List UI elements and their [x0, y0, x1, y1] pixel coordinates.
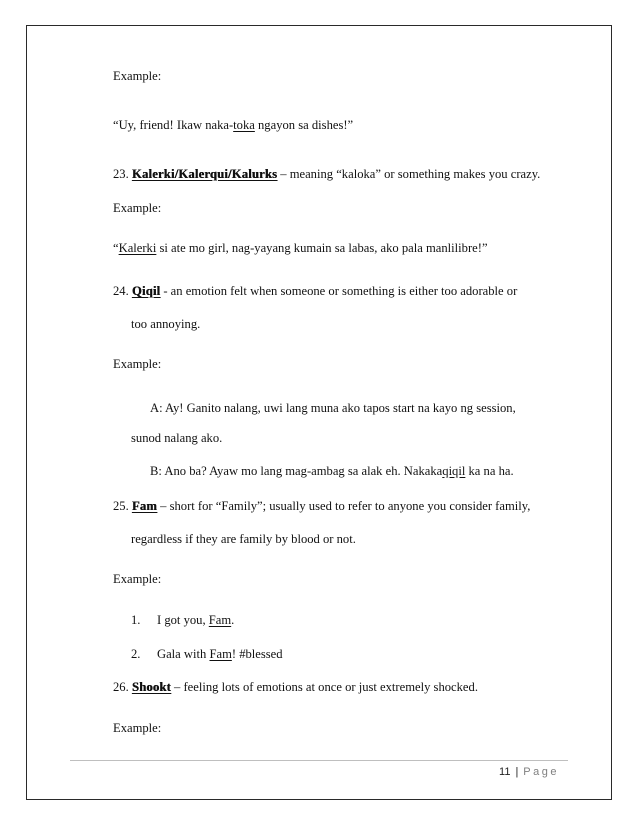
entry-definition: – meaning “kaloka” or something makes you crazy.	[277, 167, 541, 181]
slang-term: Fam	[208, 613, 232, 627]
list-text: I got you,	[157, 613, 209, 627]
dialog-text: ka na ha.	[465, 464, 514, 478]
entry-number: 24.	[113, 284, 132, 298]
example-label: Example:	[113, 201, 162, 215]
slang-term: Fam	[209, 647, 232, 661]
entry-definition: – feeling lots of emotions at once or just extremely shocked.	[170, 680, 478, 694]
dialog-line-b	[150, 463, 514, 479]
list-item	[157, 612, 234, 628]
entry-definition: – short for “Family”; usually used to refer to anyone you consider family,	[156, 499, 531, 513]
list-number: 1.	[131, 613, 141, 627]
footer-divider	[70, 760, 568, 761]
quote-text: “Uy, friend! Ikaw naka-	[113, 118, 234, 132]
entry-definition: - an emotion felt when someone or something is either too adorable or	[160, 284, 518, 298]
quote-text: si ate mo girl, nag-yayang kumain sa labas, ako pala manlilibre!”	[156, 241, 488, 255]
entry-25	[113, 498, 530, 514]
list-text: .	[231, 613, 235, 627]
entry-term: Shookt	[131, 680, 171, 694]
page-number: 11	[499, 766, 511, 778]
entry-term: Fam	[131, 499, 157, 513]
dialog-text: B: Ano ba? Ayaw mo lang mag-ambag sa alak eh. Nakaka	[150, 464, 443, 478]
dialog-line-a-continuation: sunod nalang ako.	[131, 431, 223, 445]
entry-term: Kalerki/Kalerqui/Kalurks	[131, 167, 278, 181]
dialog-line-a: A: Ay! Ganito nalang, uwi lang muna ako tapos start na kayo ng session,	[150, 401, 516, 415]
slang-term: Kalerki	[118, 241, 157, 255]
page-label: Page	[523, 766, 559, 778]
list-number: 2.	[131, 647, 141, 661]
entry-number: 26.	[113, 680, 132, 694]
list-text: ! #blessed	[231, 647, 283, 661]
example-quote	[113, 240, 488, 256]
example-label: Example:	[113, 357, 162, 371]
list-text: Gala with	[157, 647, 210, 661]
slang-term: toka	[233, 118, 255, 132]
entry-25-continuation: regardless if they are family by blood or not.	[131, 532, 356, 546]
page-footer	[499, 765, 559, 779]
entry-term: Qiqil	[131, 284, 161, 298]
entry-23	[113, 166, 540, 182]
slang-term: qiqil	[442, 464, 466, 478]
footer-separator: |	[515, 766, 519, 778]
entry-number: 23.	[113, 167, 132, 181]
entry-24-continuation: too annoying.	[131, 317, 201, 331]
example-label: Example:	[113, 69, 162, 83]
entry-26	[113, 679, 478, 695]
entry-number: 25.	[113, 499, 132, 513]
example-label: Example:	[113, 721, 162, 735]
example-quote	[113, 117, 353, 133]
quote-text: “	[113, 241, 119, 255]
example-label: Example:	[113, 572, 162, 586]
entry-24	[113, 283, 517, 299]
quote-text: ngayon sa dishes!”	[254, 118, 354, 132]
list-item	[157, 646, 283, 662]
